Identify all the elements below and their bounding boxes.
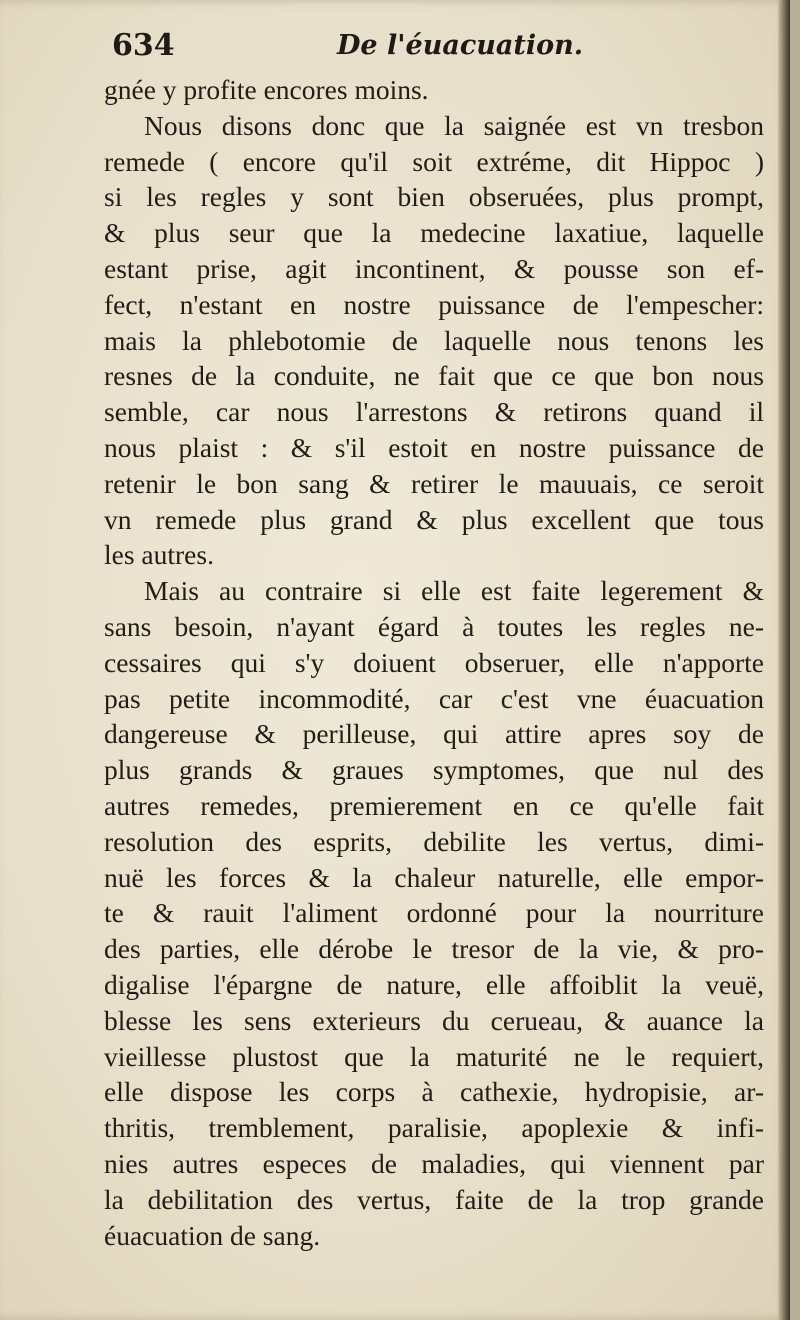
- text-line: vieillesse plustost que la maturité ne le requiert,: [104, 1040, 764, 1072]
- text-line: semble, car nous l'arrestons & retirons quand il: [104, 396, 764, 428]
- text-line: dangereuse & perilleuse, qui attire apres soy de: [104, 718, 764, 750]
- text-line: retenir le bon sang & retirer le mauuais, ce seroit: [104, 467, 764, 499]
- text-line: nous plaist : & s'il estoit en nostre puissance de: [104, 431, 764, 463]
- text-line: les autres.: [104, 539, 214, 571]
- page-header: [112, 28, 672, 68]
- text-line: thritis, tremblement, paralisie, apoplexie & infi-: [104, 1112, 764, 1144]
- text-line: Nous disons donc que la saignée est vn tresbon: [144, 109, 764, 141]
- text-line: éuacuation de sang.: [104, 1219, 321, 1251]
- page-edge-shadow: [778, 0, 790, 1320]
- text-line: estant prise, agit incontinent, & pousse son ef-: [104, 252, 764, 284]
- text-line: la debilitation des vertus, faite de la trop grande: [104, 1183, 764, 1215]
- page-number: 634: [112, 28, 175, 63]
- text-line: si les regles y sont bien obseruées, plus prompt,: [104, 181, 764, 213]
- body-text: [104, 72, 764, 1253]
- text-line: vn remede plus grand & plus excellent que tous: [104, 503, 764, 535]
- text-line: fect, n'estant en nostre puissance de l'empescher:: [104, 288, 764, 320]
- text-line: te & rauit l'aliment ordonné pour la nourriture: [104, 897, 764, 929]
- text-line: nies autres especes de maladies, qui viennent par: [104, 1147, 764, 1179]
- text-line: sans besoin, n'ayant égard à toutes les regles ne-: [104, 610, 764, 642]
- text-line: pas petite incommodité, car c'est vne éuacuation: [104, 682, 764, 714]
- text-line: autres remedes, premierement en ce qu'elle fait: [104, 789, 764, 821]
- text-line: elle dispose les corps à cathexie, hydropisie, ar-: [104, 1076, 764, 1108]
- text-line: des parties, elle dérobe le tresor de la vie, & pro-: [104, 933, 764, 965]
- text-line: & plus seur que la medecine laxatiue, laquelle: [104, 217, 764, 249]
- text-line: blesse les sens exterieurs du cerueau, & auance la: [104, 1004, 764, 1036]
- text-line: digalise l'épargne de nature, elle affoiblit la veuë,: [104, 968, 764, 1000]
- text-line: resolution des esprits, debilite les vertus, dimi-: [104, 825, 764, 857]
- text-line: resnes de la conduite, ne fait que ce que bon nous: [104, 360, 764, 392]
- text-line: plus grands & graues symptomes, que nul des: [104, 754, 764, 786]
- text-line: mais la phlebotomie de laquelle nous tenons les: [104, 324, 764, 356]
- text-line: remede ( encore qu'il soit extréme, dit Hippoc ): [104, 145, 764, 177]
- text-line: nuë les forces & la chaleur naturelle, elle empor-: [104, 861, 764, 893]
- text-line: gnée y profite encores moins.: [104, 74, 429, 105]
- running-title: De l'éuacuation.: [337, 30, 584, 61]
- text-line: Mais au contraire si elle est faite legerement &: [144, 575, 764, 607]
- text-line: cessaires qui s'y doiuent obseruer, elle n'apporte: [104, 646, 764, 678]
